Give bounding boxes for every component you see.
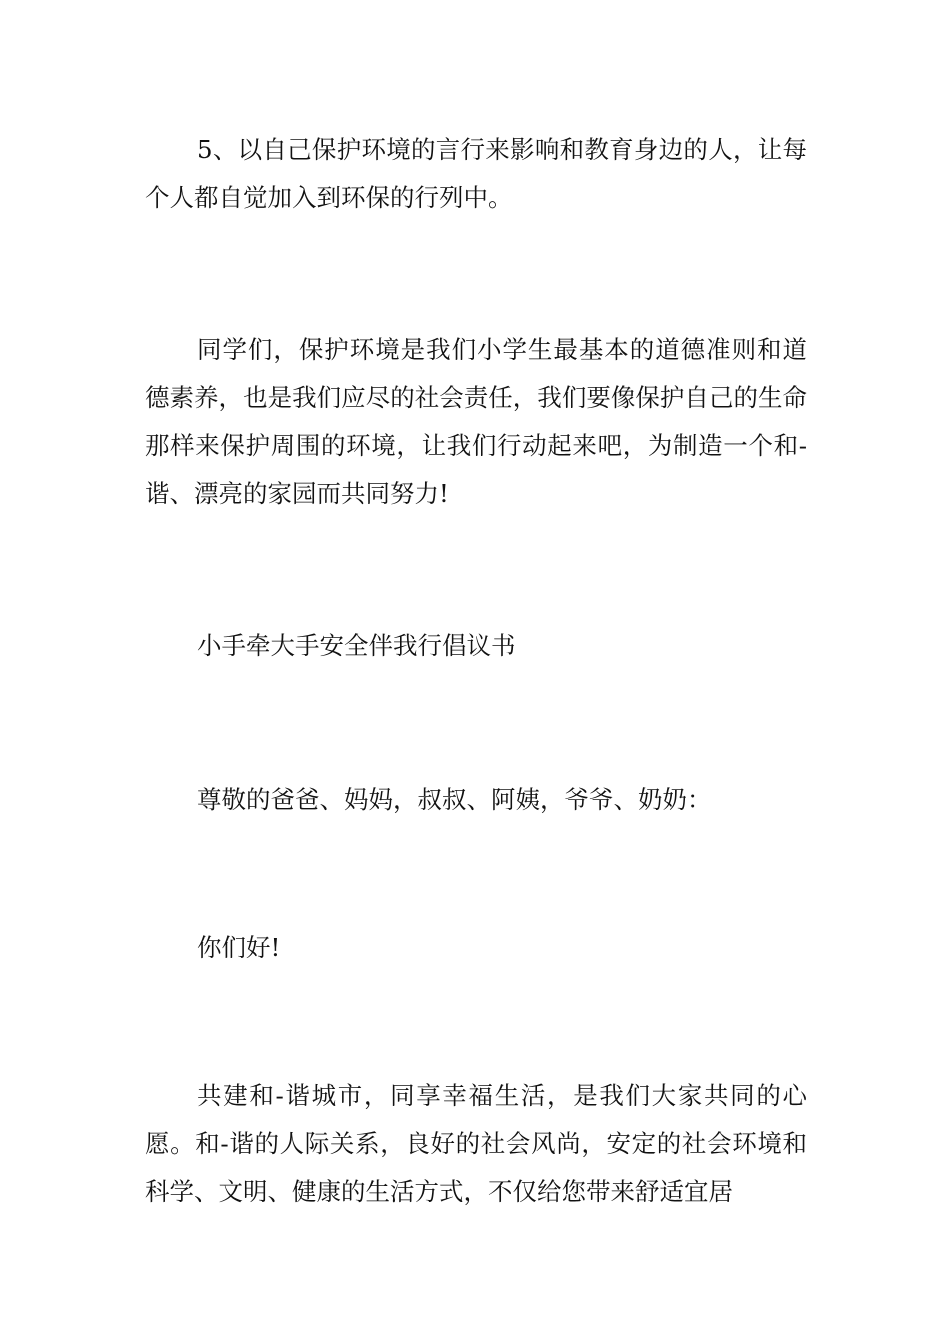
paragraph-environment-point-5: 5、以自己保护环境的言行来影响和教育身边的人，让每个人都自觉加入到环保的行列中。 <box>145 135 807 212</box>
paragraph-harmonious-city: 共建和-谐城市，同享幸福生活，是我们大家共同的心愿。和-谐的人际关系，良好的社会风尚，安定的社会环境和科学、文明、健康的生活方式，不仅给您带来舒适宜居 <box>145 1081 807 1206</box>
section-title-safety-proposal: 小手牵大手安全伴我行倡议书 <box>197 631 516 660</box>
salutation: 尊敬的爸爸、妈妈，叔叔、阿姨，爷爷、奶奶： <box>197 785 712 814</box>
greeting: 你们好! <box>197 933 281 962</box>
paragraph-students-appeal: 同学们，保护环境是我们小学生最基本的道德准则和道德素养，也是我们应尽的社会责任，我们要像保护自己的生命那样来保护周围的环境，让我们行动起来吧，为制造一个和-谐、漂亮的家园而共同努力! <box>145 335 807 508</box>
